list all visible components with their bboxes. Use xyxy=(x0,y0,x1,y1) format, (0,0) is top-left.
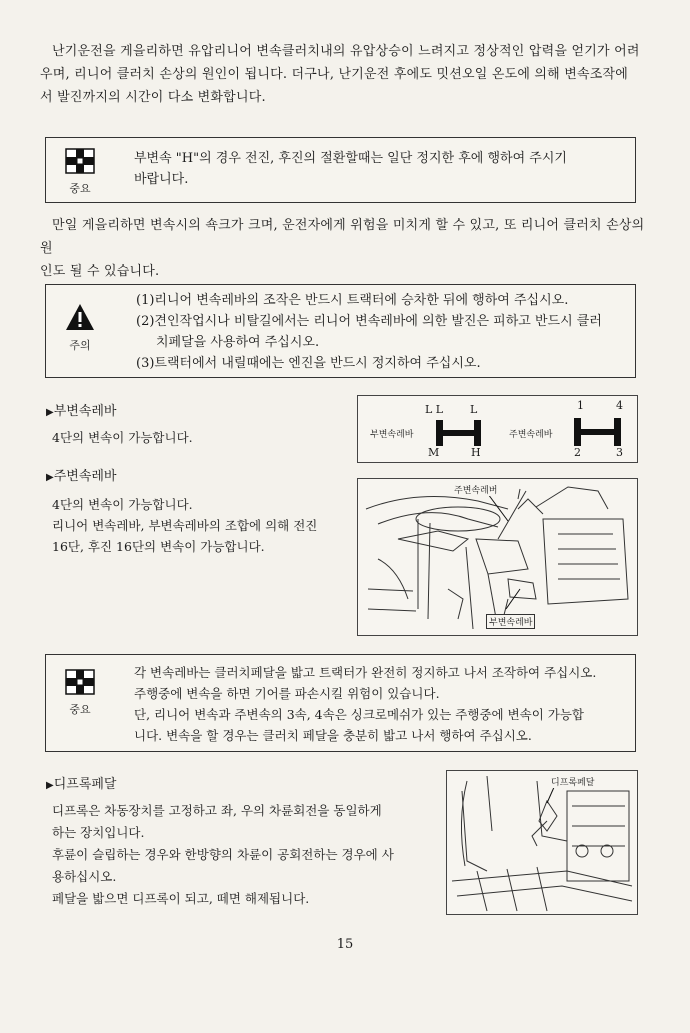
intro-paragraph xyxy=(40,40,650,109)
first-aid-cross-icon xyxy=(65,669,95,695)
diff-lock-body xyxy=(52,800,394,910)
sub-lever-heading-text: 부변속레바 xyxy=(53,404,117,419)
notice-line: 각 변속레바는 클러치페달을 밟고 트랙터가 완전히 정지하고 나서 조작하여 주십시오. xyxy=(134,665,597,680)
page-number: 15 xyxy=(336,937,354,952)
sub-gear-h: H xyxy=(471,446,481,459)
intro-line: 우며, 리니어 클러치 손상의 원인이 됩니다. 더구나, 난기운전 후에도 밋션오일 온도에 의해 변속조작에 xyxy=(40,67,629,82)
para-line: 인도 될 수 있습니다. xyxy=(40,264,160,279)
triangle-bullet-icon: ▶ xyxy=(46,780,54,791)
sub-lever-h-pattern xyxy=(434,418,484,448)
diff-lock-line: 후륜이 슬립하는 경우와 한방향의 차륜이 공회전하는 경우에 사 xyxy=(52,847,394,862)
caution-text xyxy=(136,290,602,374)
caution-caption: 주의 xyxy=(69,339,91,352)
important-icon-group xyxy=(58,669,102,717)
diff-lock-callout: 디프록페달 xyxy=(551,775,594,788)
sub-lever-heading xyxy=(46,400,117,419)
diff-lock-line: 용하십시오. xyxy=(52,869,117,884)
main-gear-2: 2 xyxy=(574,446,581,459)
sub-lever-callout: 부변속레바 xyxy=(486,614,535,629)
tractor-cabin-drawing xyxy=(358,479,637,635)
triangle-bullet-icon: ▶ xyxy=(46,407,54,418)
main-lever-body xyxy=(52,494,317,557)
main-gear-4: 4 xyxy=(616,399,623,412)
sub-gear-m: M xyxy=(428,446,440,459)
warning-triangle-icon xyxy=(65,303,95,331)
main-lever-line: 4단의 변속이 가능합니다. xyxy=(52,497,193,512)
notice-line: 부변속 "H"의 경우 전진, 후진의 절환할때는 일단 정지한 후에 행하여 주시기 xyxy=(134,151,567,166)
sub-lever-diagram-label: 부변속레바 xyxy=(370,430,414,440)
diff-lock-heading-text: 디프록페달 xyxy=(53,777,117,792)
shift-pattern-diagram xyxy=(357,395,638,463)
main-gear-3: 3 xyxy=(616,446,623,459)
intro-line: 난기운전을 게을리하면 유압리니어 변속클러치내의 유압상승이 느려지고 정상적인 압력을 얻기가 어려 xyxy=(52,44,640,59)
diff-lock-line: 하는 장치입니다. xyxy=(52,825,145,840)
notice-line: 니다. 변속을 할 경우는 클러치 페달을 충분히 밟고 나서 행하여 주십시오. xyxy=(134,728,532,743)
para-line: 만일 게을리하면 변속시의 쇽크가 크며, 운전자에게 위험을 미치게 할 수 있고, 또 리니어 클러치 손상의 원 xyxy=(40,218,645,256)
main-lever-callout: 주변속레버 xyxy=(454,483,497,496)
caution-line: (1)리니어 변속레바의 조작은 반드시 트랙터에 승차한 뒤에 행하여 주십시오. xyxy=(136,293,569,308)
intro-line: 서 발진까지의 시간이 다소 변화합니다. xyxy=(40,90,266,105)
diff-lock-heading xyxy=(46,773,117,792)
diff-lock-illustration xyxy=(446,770,638,915)
caution-icon-group xyxy=(58,303,102,353)
caution-line: (2)견인작업시나 비탈길에서는 리니어 변속레바에 의한 발진은 피하고 반드시 클러 xyxy=(136,314,602,329)
important-notice-text xyxy=(134,148,567,190)
diff-lock-line: 디프록은 차동장치를 고정하고 좌, 우의 차륜회전을 동일하게 xyxy=(52,803,382,818)
important-caption: 중요 xyxy=(69,182,91,195)
sub-lever-body: 4단의 변속이 가능합니다. xyxy=(52,430,193,445)
sub-gear-l: L xyxy=(470,403,478,416)
main-gear-1: 1 xyxy=(577,399,584,412)
notice-line: 바랍니다. xyxy=(134,172,189,187)
main-lever-line: 16단, 후진 16단의 변속이 가능합니다. xyxy=(52,539,265,554)
lever-location-illustration xyxy=(357,478,638,636)
main-lever-heading-text: 주변속레바 xyxy=(53,469,117,484)
diff-lock-line: 페달을 밟으면 디프록이 되고, 떼면 해제됩니다. xyxy=(52,891,310,906)
important-icon-group xyxy=(58,148,102,196)
first-aid-cross-icon xyxy=(65,148,95,174)
important-caption: 중요 xyxy=(69,703,91,716)
caution-line: (3)트랙터에서 내릴때에는 엔진을 반드시 정지하여 주십시오. xyxy=(136,356,481,371)
diff-lock-pedal-drawing xyxy=(447,771,637,914)
main-lever-diagram-label: 주변속레바 xyxy=(509,430,553,440)
main-lever-h-pattern xyxy=(572,416,624,448)
important-notice-2-text xyxy=(134,662,596,746)
warning-consequence-paragraph xyxy=(40,214,650,283)
notice-line: 주행중에 변속을 하면 기어를 파손시킬 위험이 있습니다. xyxy=(134,686,440,701)
notice-line: 단, 리니어 변속과 주변속의 3속, 4속은 싱크로메쉬가 있는 주행중에 변속이 가능합 xyxy=(134,707,584,722)
caution-line: 치페달을 사용하여 주십시오. xyxy=(156,335,320,350)
main-lever-heading xyxy=(46,465,117,484)
main-lever-line: 리니어 변속레바, 부변속레바의 조합에 의해 전진 xyxy=(52,518,318,533)
important-notice-1 xyxy=(45,137,636,203)
caution-notice xyxy=(45,284,636,378)
sub-gear-ll: L L xyxy=(425,403,444,416)
triangle-bullet-icon: ▶ xyxy=(46,472,54,483)
important-notice-2 xyxy=(45,654,636,752)
